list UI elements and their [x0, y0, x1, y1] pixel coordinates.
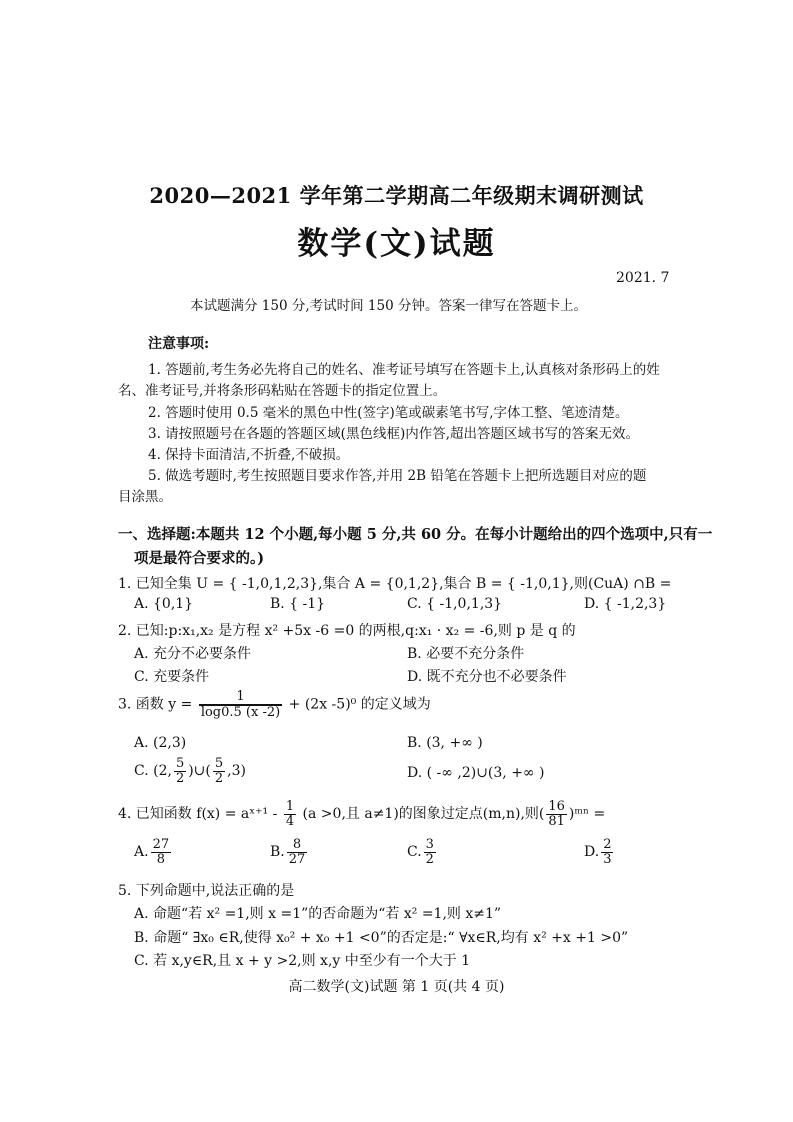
frac-den: 2: [214, 770, 224, 786]
question-4-option-d: [584, 838, 615, 866]
note-rule-4: 4. 保持卡面清洁,不折叠,不破损。: [148, 447, 350, 463]
frac-num: 2: [603, 837, 612, 852]
page-footer: 高二数学(文)试题 第 1 页(共 4 页): [288, 979, 505, 995]
frac-den: 2: [425, 851, 434, 867]
frac-num: 27: [152, 837, 170, 852]
option-c-end: ,3): [227, 763, 246, 780]
option-label: A.: [134, 844, 149, 861]
option-c-union: )∪(: [188, 763, 211, 780]
question-2-stem: 2. 已知:p:x₁,x₂ 是方程 x² +5x -6 =0 的两根,q:x₁ · x₂ = -6,则 p 是 q 的: [118, 623, 576, 639]
question-3-option-d: D. ( -∞ ,2)∪(3, +∞ ): [407, 765, 545, 781]
question-5-option-a: A. 命题“若 x² =1,则 x =1”的否命题为“若 x² =1,则 x≠1”: [134, 906, 502, 922]
question-3-prefix: 3. 函数 y =: [118, 696, 193, 713]
note-rule-3: 3. 请按照题号在各题的答题区域(黑色线框)内作答,超出答题区域书写的答案无效。: [148, 426, 639, 442]
option-label: D.: [584, 844, 600, 861]
question-3-option-a: A. (2,3): [134, 735, 187, 751]
frac-den: 4: [285, 813, 295, 829]
option-c-start: C. (2,: [134, 763, 172, 780]
question-3-numerator: 1: [199, 690, 282, 705]
question-4-suffix: )ᵐⁿ =: [568, 806, 606, 823]
question-2-option-a: A. 充分不必要条件: [134, 646, 252, 662]
exam-date: 2021. 7: [616, 270, 670, 286]
question-1-option-c: C. { -1,0,1,3}: [407, 596, 503, 612]
question-4-stem: [118, 800, 605, 828]
subject-title: 数学(文)试题: [297, 226, 496, 262]
notes-heading: 注意事项:: [148, 336, 210, 352]
question-1-stem: 1. 已知全集 U = { -1,0,1,2,3},集合 A = {0,1,2},集合 B = { -1,0,1},则(CuA) ∩B =: [118, 576, 672, 592]
question-3-option-c: [134, 757, 246, 785]
frac-num: 8: [287, 838, 308, 853]
question-4-option-b: [270, 838, 309, 866]
note-rule-1-cont: 名、准考证号,并将条形码粘贴在答题卡的指定位置上。: [118, 383, 447, 399]
option-label: B.: [270, 844, 285, 861]
option-frac: [601, 838, 613, 866]
option-c-frac-1: [174, 757, 186, 785]
question-5-option-b: B. 命题“ ∃x₀ ∈R,使得 x₀² + x₀ +1 <0”的否定是:“ ∀x∈R,均有 x² +x +1 >0”: [134, 930, 629, 946]
question-5-stem: 5. 下列命题中,说法正确的是: [118, 883, 295, 899]
question-3-fraction: [199, 690, 282, 719]
frac-den: 8: [156, 851, 165, 867]
exam-title: 2020—2021 学年第二学期高二年级期末调研测试: [149, 183, 644, 208]
question-2-option-c: C. 充要条件: [134, 669, 210, 685]
exam-note: 本试题满分 150 分,考试时间 150 分钟。答案一律写在答题卡上。: [190, 298, 587, 314]
note-rule-5-cont: 目涂黑。: [118, 489, 172, 505]
option-label: C.: [407, 844, 422, 861]
frac-den: 2: [175, 770, 185, 786]
question-4-fraction-1: [284, 800, 296, 828]
option-frac: [151, 838, 172, 866]
option-frac: [424, 838, 436, 866]
frac-num: 5: [175, 756, 185, 771]
frac-num: 1: [285, 799, 295, 814]
question-1-option-a: A. {0,1}: [134, 596, 194, 612]
question-3-suffix: + (2x -5)⁰ 的定义域为: [288, 696, 431, 713]
section-heading-cont: 项是最符合要求的。): [134, 550, 265, 567]
frac-den: 3: [603, 851, 612, 867]
question-2-option-b: B. 必要不充分条件: [407, 646, 525, 662]
frac-den: 81: [548, 813, 565, 829]
frac-num: 16: [548, 799, 565, 814]
option-c-frac-2: [213, 757, 225, 785]
question-3-stem: [118, 690, 431, 719]
question-4-fraction-2: [546, 800, 567, 828]
section-heading: 一、选择题:本题共 12 个小题,每小题 5 分,共 60 分。在每小计题给出的四个选项中,只有一: [118, 526, 713, 543]
question-3-option-b: B. (3, +∞ ): [407, 735, 483, 751]
question-2-option-d: D. 既不充分也不必要条件: [407, 669, 567, 685]
question-1-option-d: D. { -1,2,3}: [584, 596, 667, 612]
note-rule-2: 2. 答题时使用 0.5 毫米的黑色中性(签字)笔或碳素笔书写,字体工整、笔迹清楚。: [148, 405, 629, 421]
frac-den: 27: [288, 851, 306, 867]
question-1-option-b: B. { -1}: [270, 596, 326, 612]
note-rule-5: 5. 做选考题时,考生按照题目要求作答,并用 2B 铅笔在答题卡上把所选题目对应的题: [148, 468, 647, 484]
frac-num: 3: [425, 837, 434, 852]
question-4-option-a: [134, 838, 173, 866]
question-5-option-c: C. 若 x,y∈R,且 x + y >2,则 x,y 中至少有一个大于 1: [134, 953, 471, 969]
note-rule-1: 1. 答题前,考生务必先将自己的姓名、准考证号填写在答题卡上,认真核对条形码上的姓: [148, 362, 660, 378]
option-frac: [287, 838, 308, 866]
question-4-mid: (a >0,且 a≠1)的图象过定点(m,n),则(: [302, 806, 545, 823]
question-4-prefix: 4. 已知函数 f(x) = aˣ⁺¹ -: [118, 806, 278, 823]
frac-num: 5: [214, 756, 224, 771]
question-3-denominator: log0.5 (x -2): [200, 704, 281, 720]
question-4-option-c: [407, 838, 438, 866]
